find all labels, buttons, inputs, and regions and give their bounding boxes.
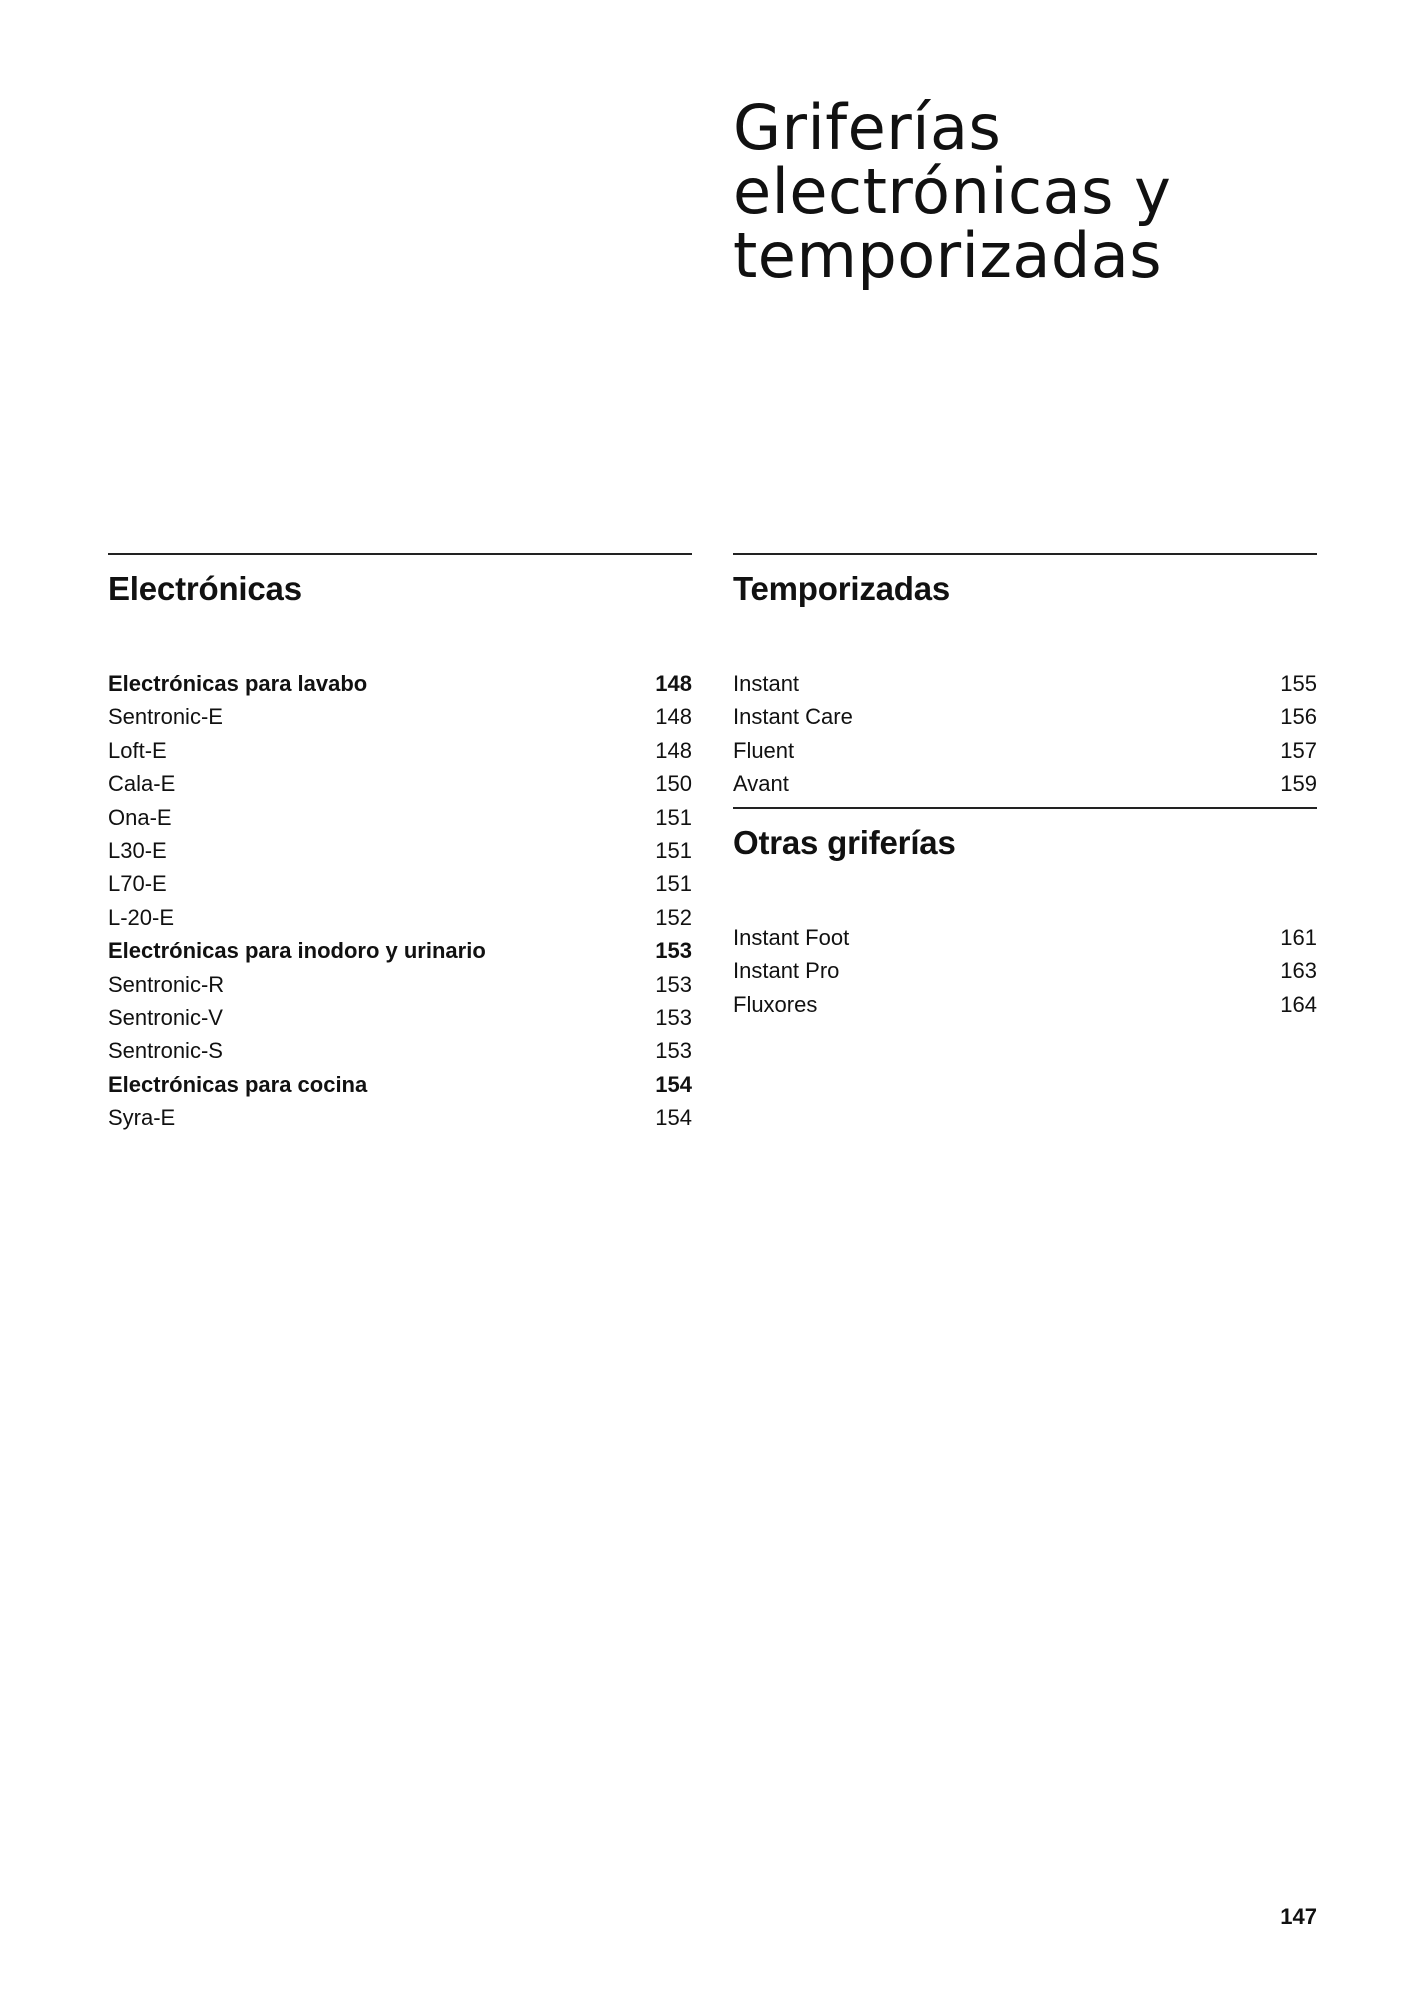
toc-page-number: 154 — [655, 1071, 692, 1097]
toc-entry-label: Sentronic-E — [108, 704, 223, 730]
toc-entry-row[interactable] — [108, 767, 692, 800]
toc-subheading-row[interactable] — [108, 1068, 692, 1101]
toc-entry-row[interactable] — [108, 1034, 692, 1067]
toc-page-number: 155 — [1280, 671, 1317, 696]
toc-page-number: 156 — [1280, 704, 1317, 730]
toc-page-number: 154 — [655, 1105, 692, 1131]
toc-entry-row[interactable] — [733, 767, 1317, 800]
section-heading: Otras griferías — [733, 824, 956, 861]
section-heading: Temporizadas — [733, 570, 951, 607]
toc-entry-row[interactable] — [733, 921, 1317, 954]
page-title-line-2: electrónicas y — [733, 155, 1172, 228]
toc-page-number: 159 — [1280, 771, 1317, 797]
toc-entry-row[interactable] — [733, 734, 1317, 767]
page-title-line-3: temporizadas — [733, 219, 1163, 292]
toc-page-number: 164 — [1280, 991, 1317, 1017]
toc-list — [733, 921, 1317, 1021]
toc-page-number: 151 — [655, 804, 692, 830]
toc-subheading-row[interactable] — [108, 934, 692, 967]
toc-entry-row[interactable] — [108, 867, 692, 900]
toc-page-number: 153 — [655, 971, 692, 997]
toc-entry-label: Cala-E — [108, 771, 176, 797]
toc-page-number: 151 — [655, 871, 692, 897]
toc-entry-label: Fluent — [733, 737, 795, 763]
toc-entry-row[interactable] — [733, 954, 1317, 987]
toc-page-number: 148 — [655, 704, 692, 730]
section-otras-griferias — [733, 807, 1317, 1021]
toc-entry-row[interactable] — [108, 801, 692, 834]
toc-entry-label: Sentronic-S — [108, 1038, 223, 1064]
toc-subheading-row[interactable] — [108, 667, 692, 700]
toc-page-number: 148 — [655, 671, 692, 696]
page-number: 147 — [1280, 1904, 1317, 1929]
toc-entry-row[interactable] — [108, 901, 692, 934]
toc-entry-label: Avant — [733, 771, 789, 797]
toc-entry-label: Electrónicas para inodoro y urinario — [108, 938, 486, 964]
toc-entry-row[interactable] — [733, 988, 1317, 1021]
page-title-line-1: Griferías — [733, 91, 1002, 164]
toc-page-number: 161 — [1280, 925, 1317, 950]
toc-entry-row[interactable] — [733, 667, 1317, 700]
toc-page-number: 163 — [1280, 958, 1317, 984]
toc-entry-label: Instant Care — [733, 704, 853, 730]
toc-entry-label: L30-E — [108, 837, 167, 863]
section-electronicas — [108, 553, 692, 1134]
toc-entry-label: Instant Foot — [733, 925, 850, 950]
toc-entry-label: Electrónicas para cocina — [108, 1071, 368, 1097]
toc-entry-label: Fluxores — [733, 991, 818, 1017]
toc-entry-row[interactable] — [108, 1001, 692, 1034]
toc-page-number: 151 — [655, 837, 692, 863]
toc-entry-label: Sentronic-V — [108, 1004, 223, 1030]
toc-entry-label: Ona-E — [108, 804, 172, 830]
toc-list — [733, 667, 1317, 801]
toc-page-number: 153 — [655, 938, 692, 964]
toc-page-number: 148 — [655, 737, 692, 763]
toc-page-number: 150 — [655, 771, 692, 797]
toc-entry-label: Instant Pro — [733, 958, 840, 984]
toc-entry-label: Electrónicas para lavabo — [108, 671, 368, 696]
toc-entry-label: Sentronic-R — [108, 971, 225, 997]
toc-entry-label: L70-E — [108, 871, 167, 897]
toc-entry-row[interactable] — [108, 734, 692, 767]
toc-entry-row[interactable] — [733, 700, 1317, 733]
page-title — [733, 91, 1373, 292]
section-temporizadas — [733, 553, 1317, 801]
toc-entry-row[interactable] — [108, 968, 692, 1001]
section-heading: Electrónicas — [108, 570, 302, 607]
toc-entry-row[interactable] — [108, 700, 692, 733]
toc-entry-label: Syra-E — [108, 1105, 176, 1131]
toc-entry-label: L-20-E — [108, 904, 175, 930]
toc-entry-row[interactable] — [108, 1101, 692, 1134]
toc-page-number: 152 — [655, 904, 692, 930]
toc-page-number: 153 — [655, 1038, 692, 1064]
toc-entry-label: Loft-E — [108, 737, 167, 763]
toc-page-number: 153 — [655, 1004, 692, 1030]
toc-list — [108, 667, 692, 1134]
toc-entry-label: Instant — [733, 671, 800, 696]
toc-entry-row[interactable] — [108, 834, 692, 867]
toc-page-number: 157 — [1280, 737, 1317, 763]
